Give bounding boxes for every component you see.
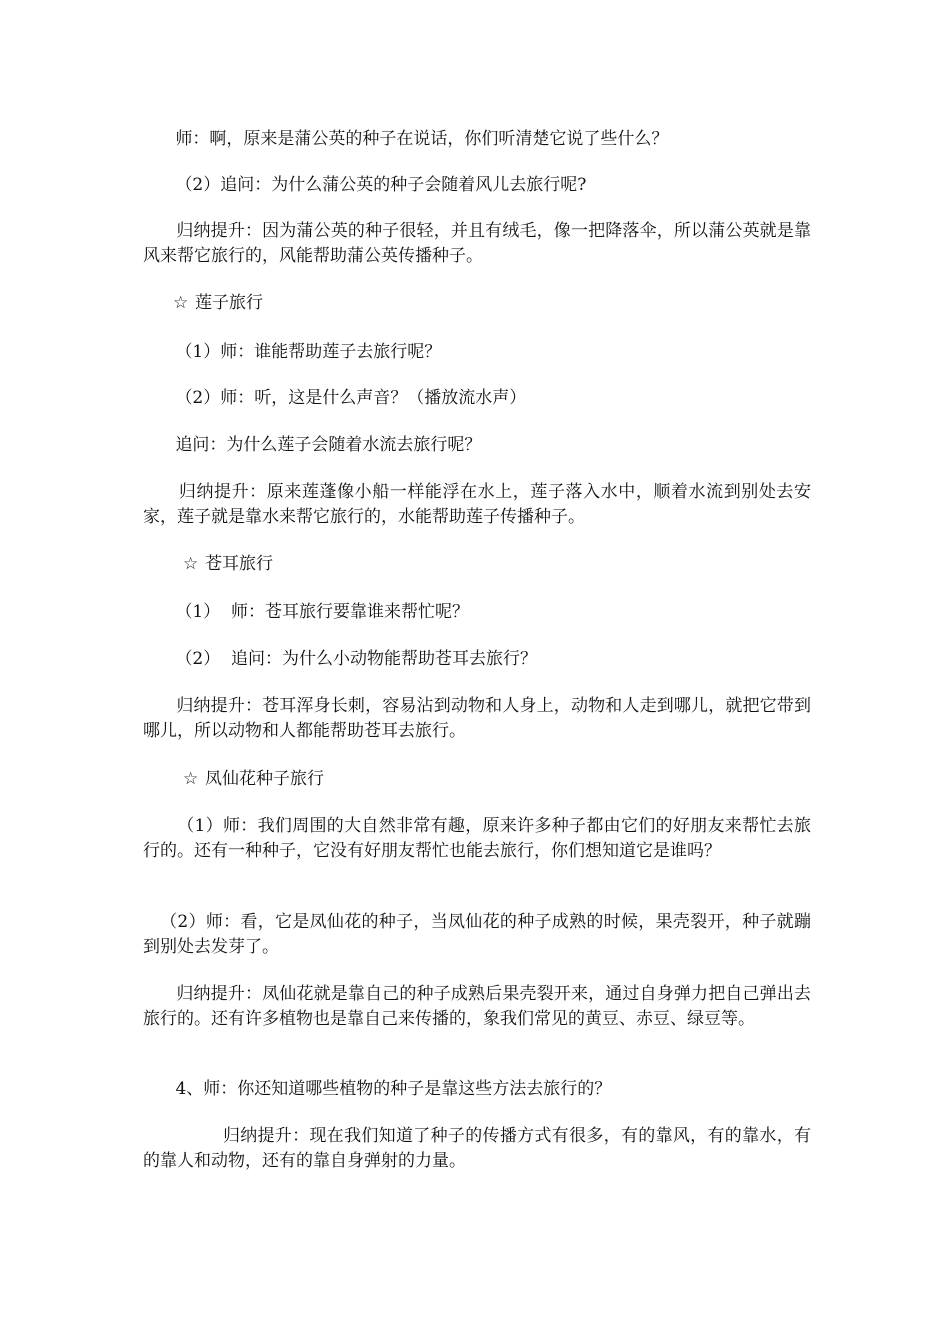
paragraph-cocklebur-2: （2） 追问：为什么小动物能帮助苍耳去旅行？ — [143, 649, 538, 669]
paragraph-lotus-2: （2）师：听，这是什么声音？（播放流水声） — [143, 388, 527, 408]
paragraph-final-summary: 归纳提升：现在我们知道了种子的传播方式有很多，有的靠风，有的靠水，有的靠人和动物，还有的靠自身弹射的力量。 — [143, 1126, 812, 1171]
heading-lotus-seed — [173, 291, 773, 316]
paragraph-lotus-summary: 归纳提升：原来莲蓬像小船一样能浮在水上，莲子落入水中，顺着水流到别处去安家，莲子就是靠水来帮它旅行的，水能帮助莲子传播种子。 — [143, 482, 811, 527]
paragraph-cocklebur-summary: 归纳提升：苍耳浑身长刺，容易沾到动物和人身上，动物和人走到哪儿，就把它带到哪儿，所以动物和人都能帮助苍耳去旅行。 — [143, 696, 811, 741]
heading-cocklebur — [183, 552, 783, 577]
paragraph-cocklebur-1: （1） 师：苍耳旅行要靠谁来帮忙呢？ — [143, 602, 470, 622]
paragraph-balsam-1: （1）师：我们周围的大自然非常有趣，原来许多种子都由它们的好朋友来帮忙去旅行的。还有一种种子，它没有好朋友帮忙也能去旅行，你们想知道它是谁吗？ — [143, 816, 811, 861]
paragraph-dandelion-summary: 归纳提升：因为蒲公英的种子很轻，并且有绒毛，像一把降落伞，所以蒲公英就是靠风来帮它旅行的，风能帮助蒲公英传播种子。 — [143, 221, 811, 266]
paragraph-question-4: 4、师：你还知道哪些植物的种子是靠这些方法去旅行的？ — [143, 1079, 612, 1099]
paragraph-dandelion-question: （2）追问：为什么蒲公英的种子会随着风儿去旅行呢? — [143, 175, 587, 195]
paragraph-balsam-2: （2）师：看，它是凤仙花的种子，当凤仙花的种子成熟的时候，果壳裂开，种子就蹦到别处去发芽了。 — [143, 912, 811, 957]
heading-cocklebur-text: 苍耳旅行 — [205, 554, 273, 574]
paragraph-lotus-question: 追问：为什么莲子会随着水流去旅行呢？ — [143, 435, 482, 455]
paragraph-dandelion-teacher: 师：啊，原来是蒲公英的种子在说话，你们听清楚它说了些什么？ — [143, 129, 669, 149]
heading-balsam-seed — [183, 767, 783, 792]
heading-balsam-seed-text: 凤仙花种子旅行 — [205, 769, 324, 789]
paragraph-lotus-1: （1）师：谁能帮助莲子去旅行呢？ — [143, 342, 442, 362]
heading-lotus-seed-text: 莲子旅行 — [195, 293, 263, 313]
paragraph-balsam-summary: 归纳提升：凤仙花就是靠自己的种子成熟后果壳裂开来，通过自身弹力把自己弹出去旅行的。还有许多植物也是靠自己来传播的，象我们常见的黄豆、赤豆、绿豆等。 — [143, 984, 811, 1029]
